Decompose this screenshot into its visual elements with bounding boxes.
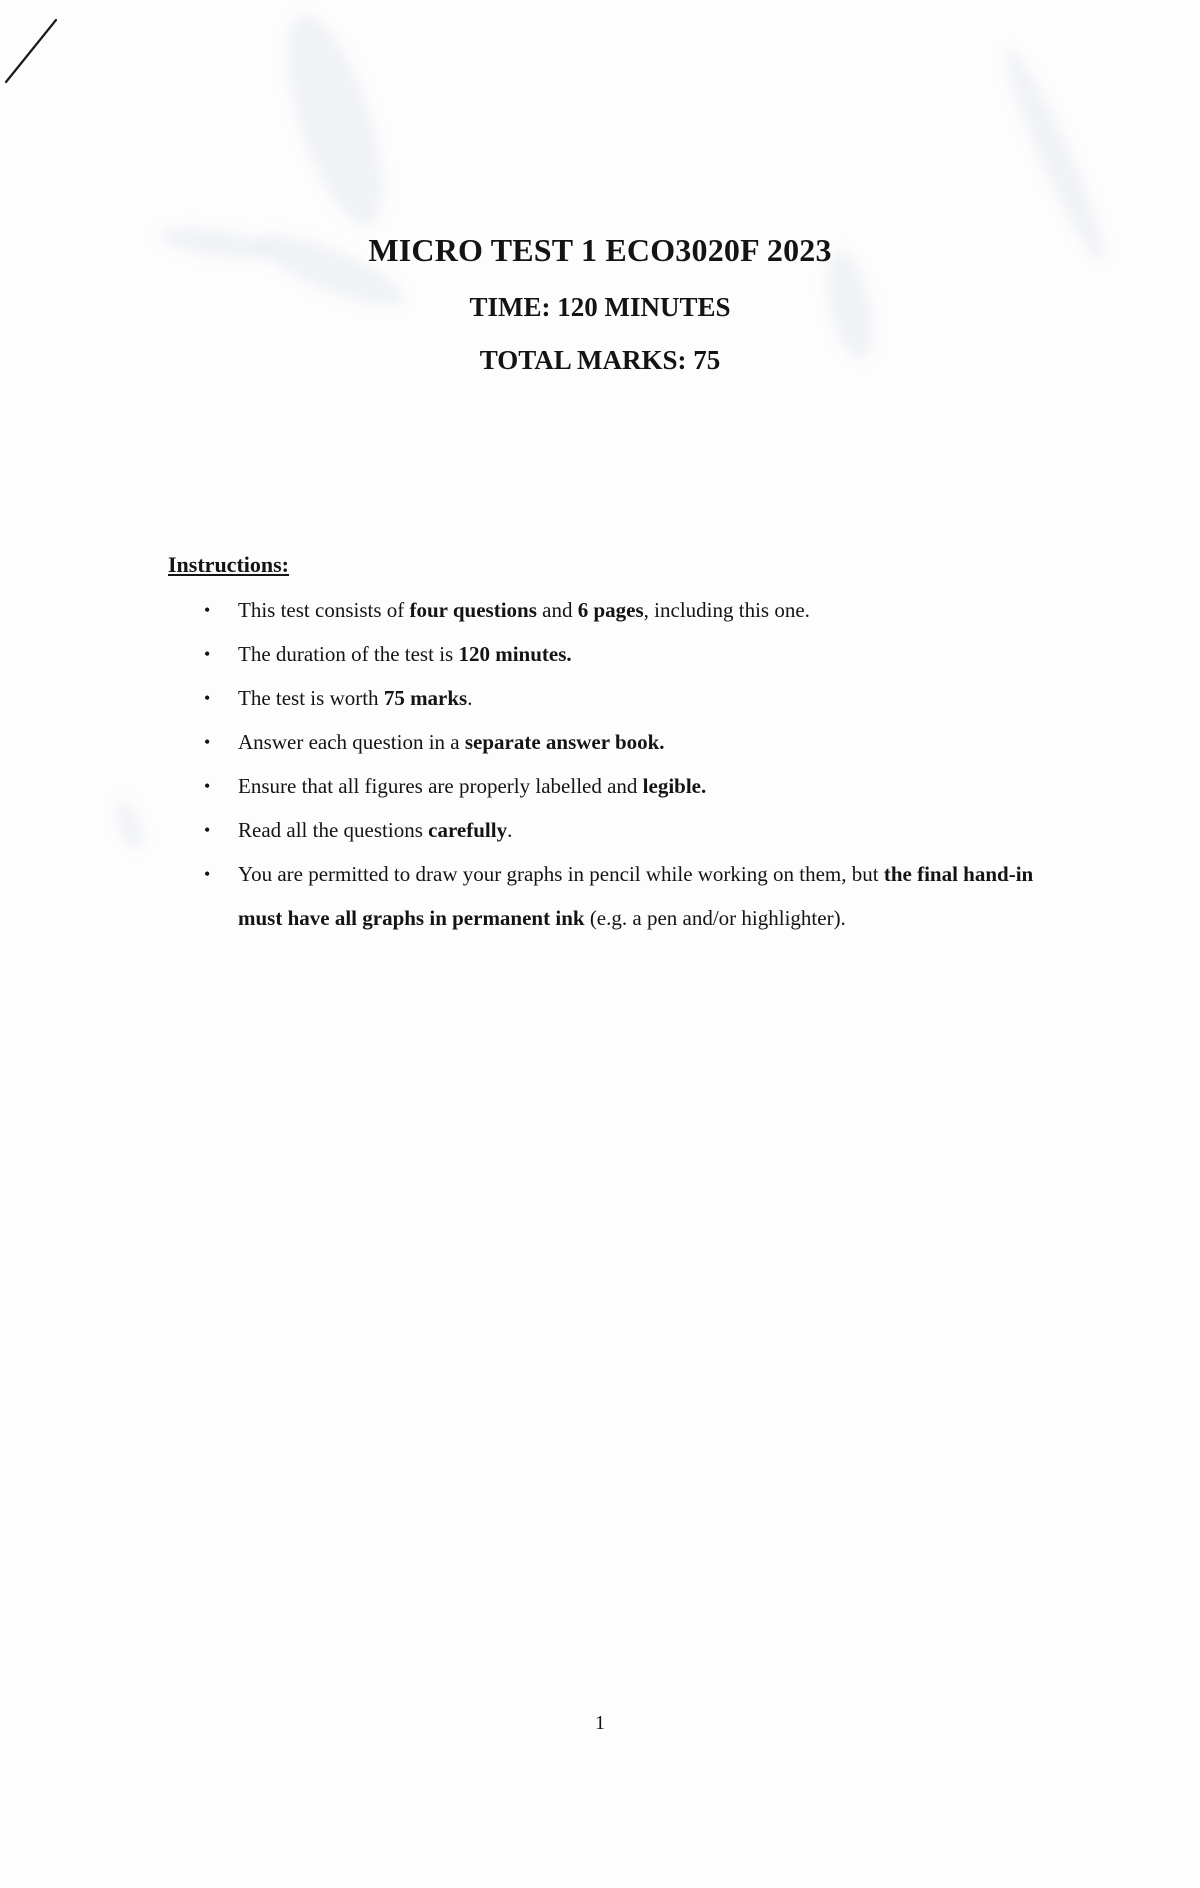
instruction-text: The duration of the test is: [238, 642, 459, 666]
bullet-icon: •: [204, 644, 211, 664]
instruction-text: Ensure that all figures are properly labelled and: [238, 774, 643, 798]
instruction-text: The test is worth: [238, 686, 384, 710]
instruction-text: and: [536, 598, 578, 622]
bullet-icon: •: [204, 688, 211, 708]
instruction-text: Answer each question in a: [238, 730, 465, 754]
instruction-item: [168, 764, 1068, 808]
instruction-text: (e.g. a pen and/or highlighter).: [584, 906, 846, 930]
paper-crease: [112, 798, 148, 852]
instruction-emphasis: 75 marks: [383, 686, 468, 710]
instruction-text: , including this one.: [643, 598, 810, 622]
instruction-text: This test consists of: [238, 598, 410, 622]
exam-title: MICRO TEST 1 ECO3020F 2023: [368, 232, 832, 268]
instruction-item: [168, 632, 1068, 676]
page-number: 1: [595, 1712, 605, 1734]
instruction-text: Read all the questions: [238, 818, 429, 842]
instruction-emphasis: the final hand-in must have all graphs in permanent ink: [238, 862, 1034, 930]
instruction-item: [168, 808, 1068, 852]
pen-stroke-mark: [0, 0, 70, 100]
bullet-icon: •: [204, 600, 211, 620]
instruction-item: [168, 588, 1068, 632]
instruction-emphasis: legible.: [642, 774, 707, 798]
instruction-text: .: [507, 818, 513, 842]
exam-total-marks: TOTAL MARKS: 75: [479, 345, 721, 375]
instruction-item: [168, 720, 1068, 764]
paper-crease: [268, 5, 403, 236]
instruction-emphasis: four questions: [409, 598, 537, 622]
instruction-text: You are permitted to draw your graphs in pencil while working on them, but: [238, 862, 884, 886]
instruction-emphasis: carefully: [428, 818, 508, 842]
instruction-emphasis: 120 minutes.: [458, 642, 572, 666]
instruction-item: [168, 676, 1068, 720]
instruction-emphasis: 6 pages: [577, 598, 644, 622]
bullet-icon: •: [204, 820, 211, 840]
instruction-item: [168, 852, 1068, 940]
exam-duration: TIME: 120 MINUTES: [469, 292, 731, 322]
instruction-text: .: [467, 686, 473, 710]
instructions-heading: Instructions:: [168, 552, 290, 577]
instructions-section: [168, 552, 1068, 940]
instruction-emphasis: separate answer book.: [464, 730, 665, 754]
instructions-list: [168, 588, 1068, 940]
bullet-icon: •: [204, 864, 211, 884]
bullet-icon: •: [204, 776, 211, 796]
bullet-icon: •: [204, 732, 211, 752]
